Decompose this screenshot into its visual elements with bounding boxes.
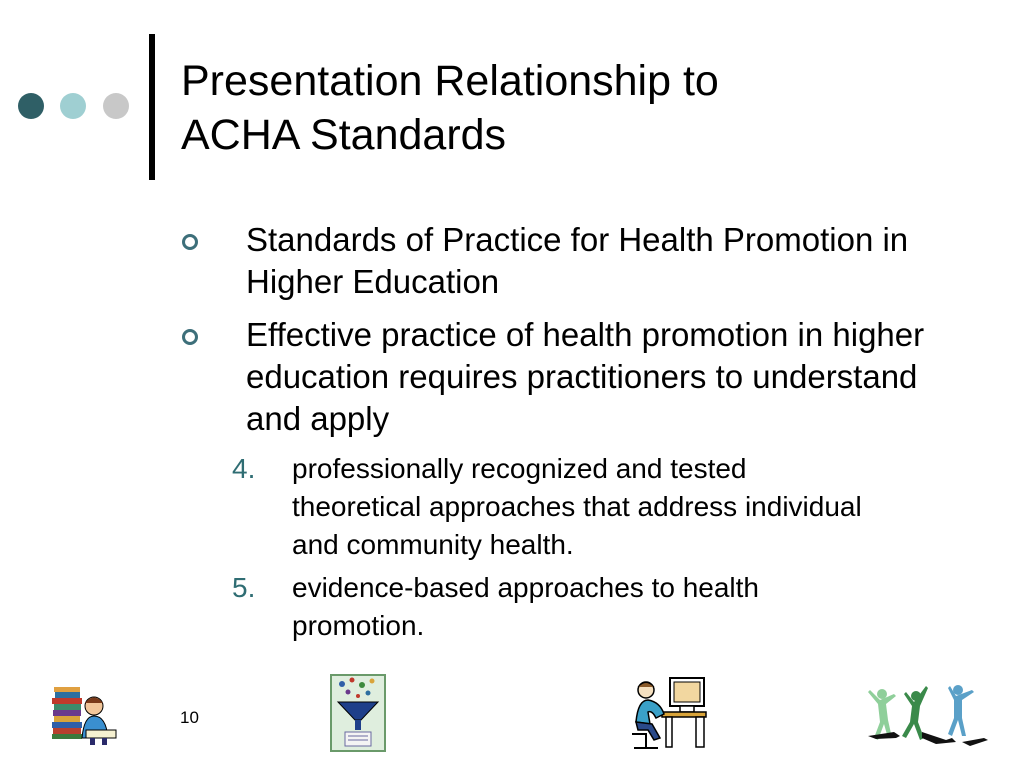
decor-dot-light [60,93,86,119]
student-reading-books-icon [50,686,120,746]
item-number: 5. [232,572,256,603]
decor-dot-dark [18,93,44,119]
bullet-text: Standards of Practice for Health Promotion in Higher Education [246,221,909,300]
bullet-circle-icon [182,234,198,250]
bullet-item [180,219,960,303]
slide-title-line-1: Presentation Relationship to [181,57,719,105]
slide-title [181,54,981,162]
bullet-text: Effective practice of health promotion in higher education requires practitioners to understand and apply [246,316,925,437]
title-divider [149,34,155,180]
funnel-diagram-icon [330,674,386,752]
decor-dot-gray [103,93,129,119]
item-text: evidence-based approaches to health promotion. [292,572,760,641]
item-number: 4. [232,453,256,484]
numbered-item [232,450,872,564]
bullet-item [180,314,960,440]
numbered-item [232,569,872,645]
person-at-computer-desk-icon [626,674,708,752]
page-number: 10 [180,708,199,727]
dancers-silhouettes-icon [866,682,990,748]
bullet-circle-icon [182,329,198,345]
item-text: professionally recognized and tested theoretical approaches that address individual and community health. [292,453,862,560]
slide-title-line-2: ACHA Standards [181,111,507,159]
